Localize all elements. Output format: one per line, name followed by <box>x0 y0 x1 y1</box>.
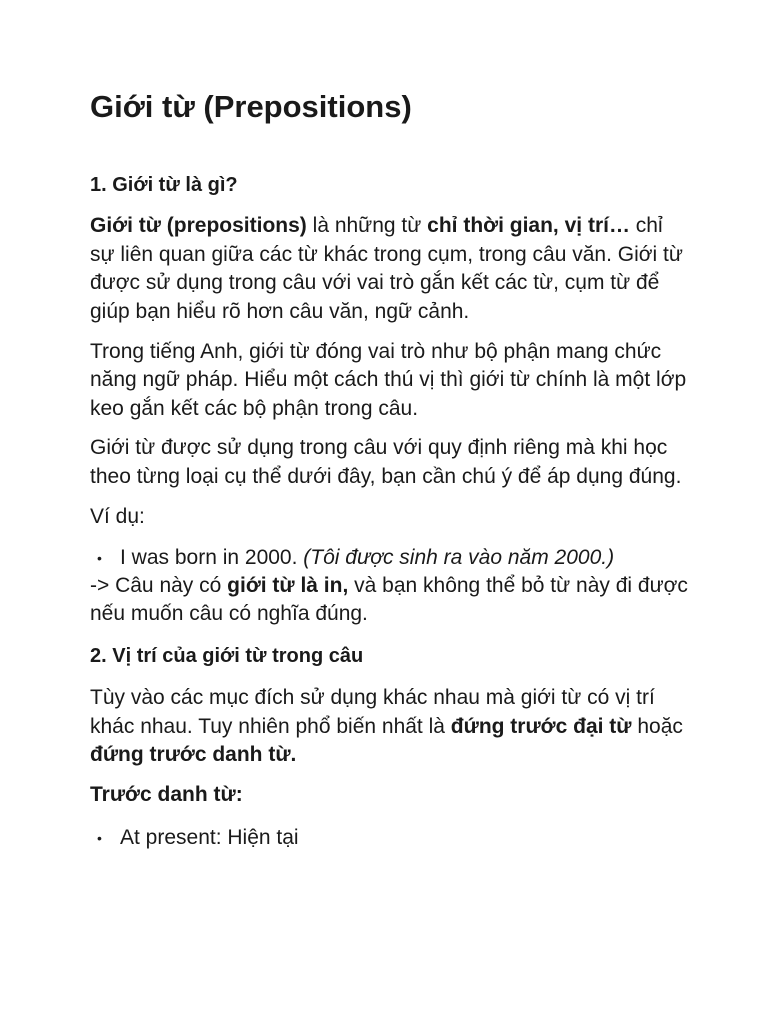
section-1-paragraph-3: Giới từ được sử dụng trong câu với quy định riêng mà khi học theo từng loại cụ thể dưới đây, bạn cần chú ý để áp dụng đúng. <box>90 436 682 488</box>
paragraph-text: chỉ sự liên quan giữa các từ khác trong cụm, trong câu văn. Giới từ được sử dụng trong câu với vai trò gắn kết các từ, cụm từ để giúp bạn hiểu rõ hơn câu văn, ngữ cảnh. <box>90 214 683 323</box>
section-1-heading: 1. Giới từ là gì? <box>90 174 238 197</box>
example-text: I was born in 2000. <box>120 546 304 570</box>
example-translation: (Tôi được sinh ra vào năm 2000.) <box>303 546 615 570</box>
note-bold: giới từ là in, <box>227 574 349 598</box>
term-bold: Giới từ (prepositions) <box>90 214 307 238</box>
page-title: Giới từ (Prepositions) <box>90 89 412 124</box>
note-text: và bạn không thể bỏ từ này đi được nếu muốn câu có nghĩa đúng. <box>90 574 688 626</box>
section-2-heading: 2. Vị trí của giới từ trong câu <box>90 645 364 668</box>
example-label: Ví dụ: <box>90 504 145 528</box>
section-2-paragraph-1 <box>90 684 690 770</box>
list-item <box>90 544 690 572</box>
before-noun-list <box>90 824 690 852</box>
example-note <box>90 572 690 628</box>
bullet-icon: • <box>97 550 102 567</box>
before-noun-label: Trước danh từ: <box>90 782 243 806</box>
paragraph-text: là những từ <box>306 214 428 238</box>
definition-bold: chỉ thời gian, vị trí… <box>427 214 630 238</box>
paragraph-text: hoặc <box>631 714 683 738</box>
list-item <box>90 824 690 852</box>
section-1-paragraph-1 <box>90 212 690 326</box>
example-list <box>90 544 690 572</box>
position-bold-2: đứng trước danh từ. <box>90 743 297 767</box>
paragraph-text: Tùy vào các mục đích sử dụng khác nhau mà giới từ có vị trí khác nhau. Tuy nhiên phổ biến nhất là <box>90 686 655 738</box>
note-text: -> Câu này có <box>90 574 228 598</box>
section-1-paragraph-2: Trong tiếng Anh, giới từ đóng vai trò như bộ phận mang chức năng ngữ pháp. Hiểu một cách thú vị thì giới từ chính là một lớp keo gắn kết các bộ phận trong câu. <box>90 339 687 420</box>
document-page <box>90 88 690 852</box>
bullet-icon: • <box>97 829 102 846</box>
list-item-text: At present: Hiện tại <box>120 825 299 849</box>
position-bold-1: đứng trước đại từ <box>450 714 632 738</box>
